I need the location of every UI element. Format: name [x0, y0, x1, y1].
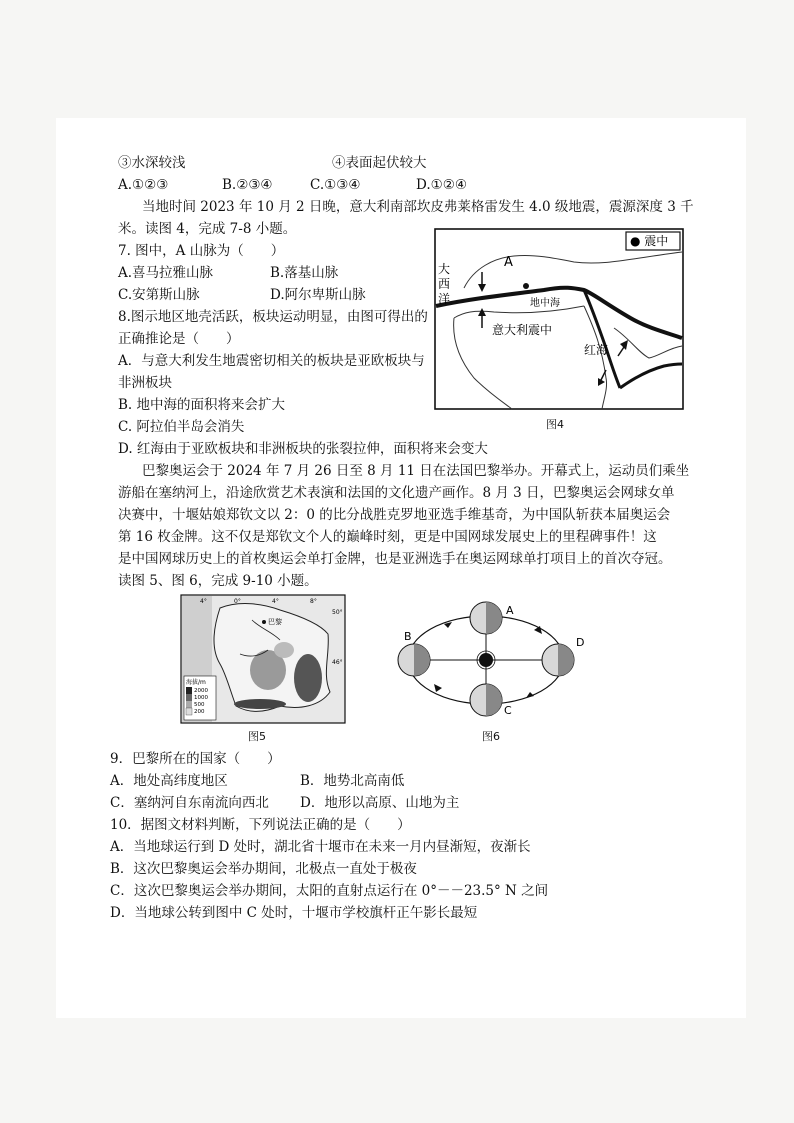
- q10-choice-b: B．这次巴黎奥运会举办期间，北极点一直处于极夜: [110, 861, 417, 877]
- q6-choice-a: A.①②③: [118, 177, 169, 193]
- q7-choice-b: B.落基山脉: [270, 265, 339, 281]
- q8-choice-a-line1: A．与意大利发生地震密切相关的板块是亚欧板块与: [118, 353, 425, 369]
- q8-choice-a-line2: 非洲板块: [118, 375, 172, 391]
- earth-a: [470, 602, 502, 634]
- figure-4-map: [434, 228, 684, 410]
- earth-d: [542, 644, 574, 676]
- q8-choice-d: D. 红海由于亚欧板块和非洲板块的张裂拉伸，面积将来会变大: [118, 441, 488, 457]
- q10-choice-c: C．这次巴黎奥运会举办期间，太阳的直射点运行在 0°－－23.5° N 之间: [110, 883, 549, 899]
- fig4-quake-label: 意大利震中: [492, 323, 553, 337]
- fig6-label-b: B: [404, 630, 412, 643]
- q6-choice-d: D.①②④: [416, 177, 467, 193]
- fig5-legend-500: 500: [194, 702, 205, 708]
- fig5-lon-3: 4°: [272, 598, 279, 605]
- figure-5-map: [180, 594, 346, 724]
- fig4-sea-label: 地中海: [530, 298, 560, 309]
- fig6-label-a: A: [506, 604, 514, 617]
- q6-option-3: ③水深较浅: [118, 155, 186, 171]
- q9-choice-b: B．地势北高南低: [300, 773, 405, 789]
- fig5-legend-2000: 2000: [194, 688, 208, 694]
- figure-4-caption: 图4: [546, 418, 564, 431]
- intro-9-10-line4: 第 16 枚金牌。这不仅是郑钦文个人的巅峰时刻，更是中国网球发展史上的里程碑事件！这: [118, 529, 657, 545]
- q8-choice-c: C. 阿拉伯半岛会消失: [118, 419, 245, 435]
- fig6-label-c: C: [504, 704, 512, 717]
- q7-choice-d: D.阿尔卑斯山脉: [270, 287, 366, 303]
- q10-choice-d: D．当地球公转到图中 C 处时，十堰市学校旗杆正午影长最短: [110, 905, 478, 921]
- q9-stem: 9．巴黎所在的国家（ ）: [110, 751, 281, 767]
- fig5-lon-2: 0°: [234, 598, 241, 605]
- figure-6-orbit: [394, 596, 586, 722]
- q7-stem: 7. 图中，A 山脉为（ ）: [118, 243, 285, 259]
- q10-stem: 10．据图文材料判断，下列说法正确的是（ ）: [110, 817, 411, 833]
- intro-9-10-line6: 读图 5、图 6，完成 9-10 小题。: [118, 573, 318, 589]
- fig5-legend-title: 海拔/m: [186, 679, 206, 686]
- intro-7-8-line2: 米。读图 4，完成 7-8 小题。: [118, 221, 297, 237]
- intro-9-10-line3: 决赛中，十堰姑娘郑钦文以 2：0 的比分战胜克罗地亚选手维基奇，为中国队斩获本届奥运会: [118, 507, 671, 523]
- q9-choice-c: C．塞纳河自东南流向西北: [110, 795, 269, 811]
- intro-9-10-line5: 是中国网球历史上的首枚奥运会单打金牌，也是亚洲选手在奥运网球单打项目上的首次夺冠。: [118, 551, 672, 567]
- q9-choice-a: A．地处高纬度地区: [110, 773, 228, 789]
- fig6-label-d: D: [576, 636, 585, 649]
- q6-choice-b: B.②③④: [222, 177, 273, 193]
- q8-stem-line1: 8.图示地区地壳活跃，板块运动明显，由图可得出的: [118, 309, 428, 325]
- fig4-mountain-label: A: [504, 255, 513, 270]
- intro-9-10-line1: 巴黎奥运会于 2024 年 7 月 26 日至 8 月 11 日在法国巴黎举办。开幕式上，运动员们乘坐: [142, 463, 690, 479]
- fig5-paris-label: 巴黎: [268, 618, 282, 626]
- fig4-atlantic-char3: 洋: [438, 292, 451, 306]
- q10-choice-a: A．当地球运行到 D 处时，湖北省十堰市在未来一月内昼渐短，夜渐长: [110, 839, 531, 855]
- intro-9-10-line2: 游船在塞纳河上，沿途欣赏艺术表演和法国的文化遗产画作。8 月 3 日，巴黎奥运会网球女单: [118, 485, 675, 501]
- q6-option-4: ④表面起伏较大: [332, 155, 427, 171]
- intro-7-8-line1: 当地时间 2023 年 10 月 2 日晚，意大利南部坎皮弗莱格雷发生 4.0 级地震，震源深度 3 千: [142, 199, 694, 215]
- figure-5-caption: 图5: [248, 730, 266, 743]
- earth-c: [470, 684, 502, 716]
- q7-choice-a: A.喜马拉雅山脉: [118, 265, 214, 281]
- fig5-legend-200: 200: [194, 709, 205, 715]
- fig5-legend-1000: 1000: [194, 695, 208, 701]
- fig5-lat-2: 46°: [332, 659, 343, 666]
- q7-choice-c: C.安第斯山脉: [118, 287, 200, 303]
- fig4-atlantic-char2: 西: [438, 277, 451, 291]
- fig5-lon-1: 4°: [200, 598, 207, 605]
- earth-b: [398, 644, 430, 676]
- q6-choice-c: C.①③④: [310, 177, 361, 193]
- fig4-redsea-label: 红海: [584, 343, 609, 357]
- q8-stem-line2: 正确推论是（ ）: [118, 331, 240, 347]
- fig4-legend: ● 震中: [630, 234, 669, 248]
- fig5-lat-1: 50°: [332, 609, 343, 616]
- figure-6-caption: 图6: [482, 730, 500, 743]
- q8-choice-b: B. 地中海的面积将来会扩大: [118, 397, 286, 413]
- fig5-lon-4: 8°: [310, 598, 317, 605]
- q9-choice-d: D．地形以高原、山地为主: [300, 795, 460, 811]
- fig4-atlantic-char1: 大: [438, 262, 451, 276]
